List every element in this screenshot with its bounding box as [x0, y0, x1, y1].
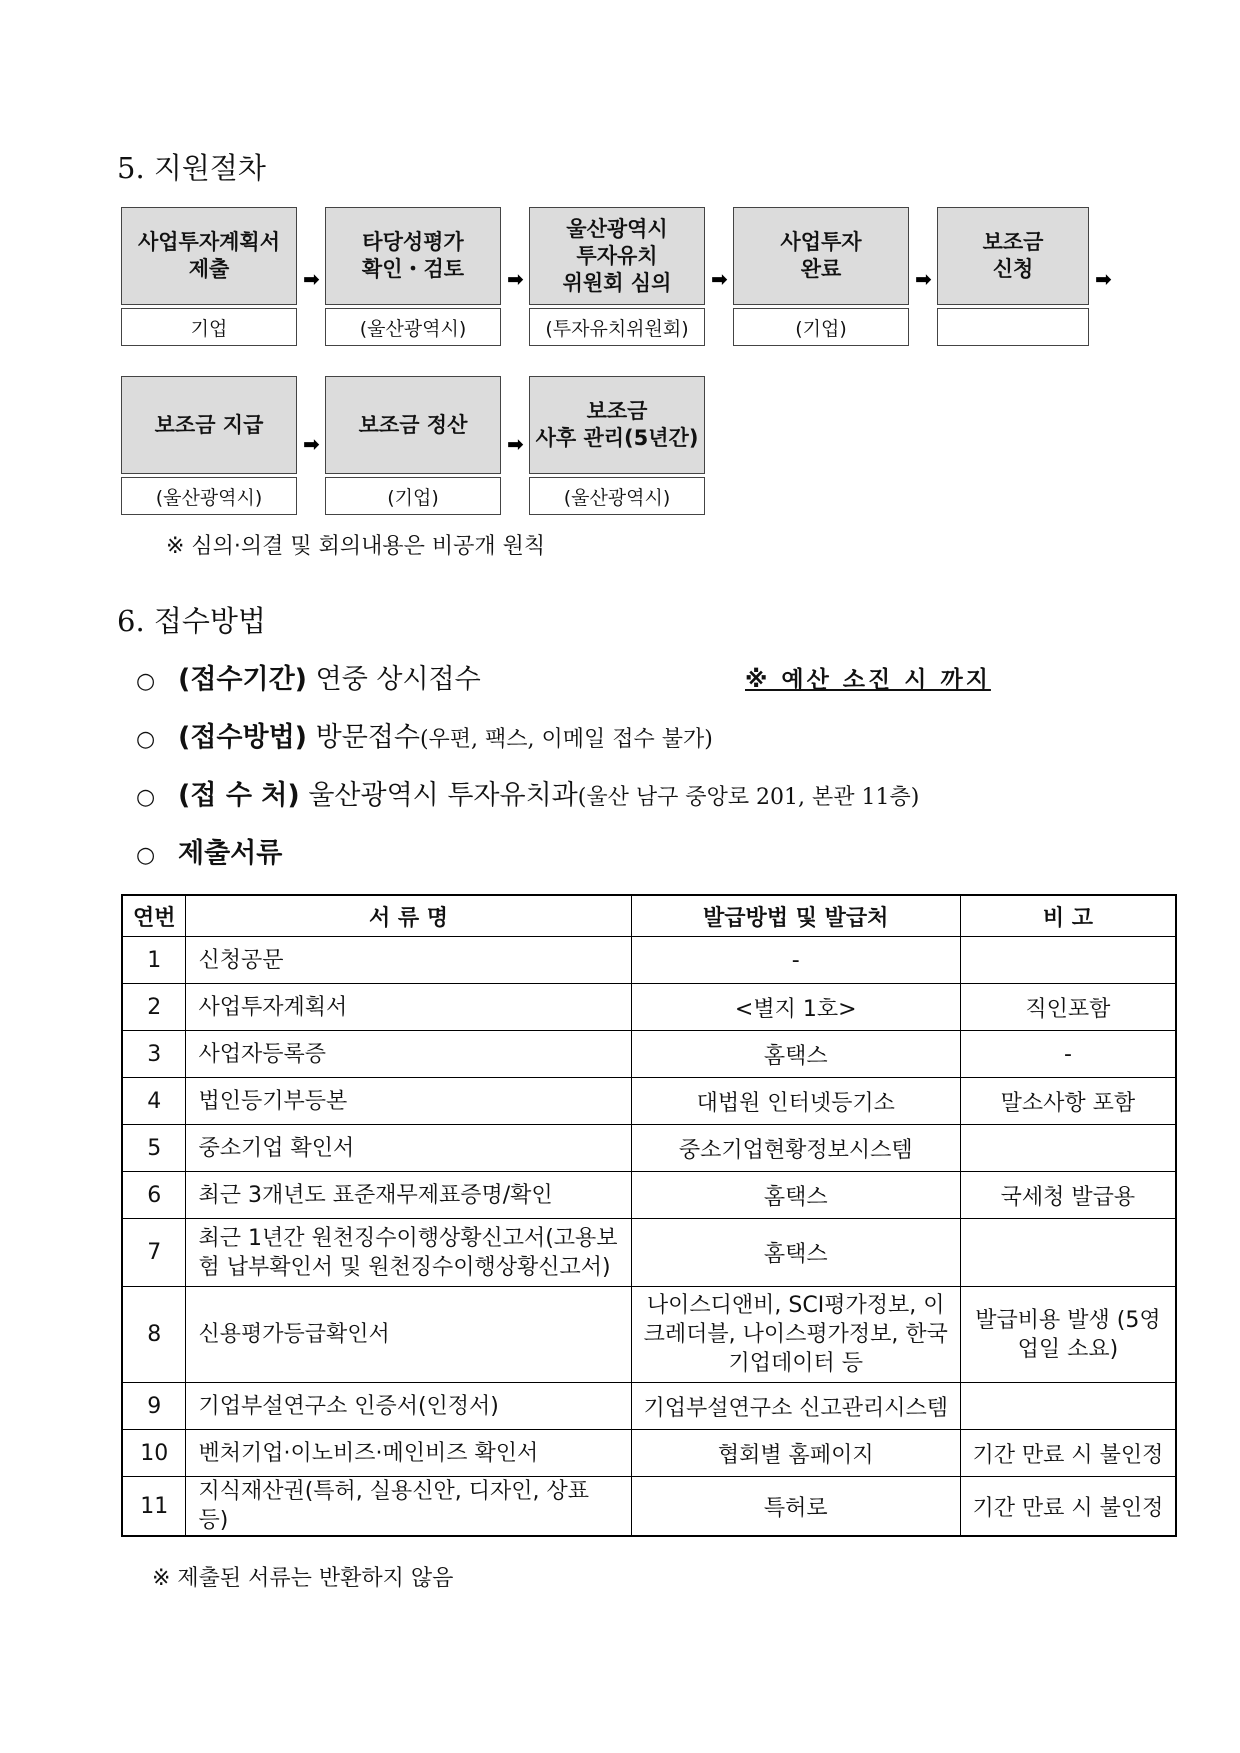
- cell-doc-name: 벤처기업·이노비즈·메인비즈 확인서: [186, 1430, 631, 1477]
- header-no: 연번: [122, 895, 186, 937]
- cell-doc-name: 사업투자계획서: [186, 984, 631, 1031]
- step-submit-plan: [121, 207, 297, 346]
- table-row: [122, 1383, 1176, 1430]
- method-value: 방문접수: [315, 722, 420, 753]
- method-key: (접수방법): [178, 722, 308, 753]
- cell-issuer: -: [631, 937, 960, 984]
- table-row: [122, 1172, 1176, 1219]
- step-investment-complete: [733, 207, 909, 346]
- cell-remark: 기간 만료 시 불인정: [960, 1430, 1176, 1477]
- period-key: (접수기간): [178, 664, 308, 695]
- cell-no: 1: [122, 937, 186, 984]
- step-label: 사업투자 완료: [733, 207, 909, 305]
- step-actor: (투자유치위원회): [529, 308, 705, 346]
- cell-doc-name: 중소기업 확인서: [186, 1125, 631, 1172]
- method-detail: (우편, 팩스, 이메일 접수 불가): [419, 727, 713, 752]
- table-row: [122, 1125, 1176, 1172]
- cell-issuer: 홈택스: [631, 1031, 960, 1078]
- cell-doc-name: 최근 3개년도 표준재무제표증명/확인: [186, 1172, 631, 1219]
- cell-no: 5: [122, 1125, 186, 1172]
- arrow-icon: ➡: [1095, 267, 1112, 291]
- arrow-icon: ➡: [711, 267, 728, 291]
- cell-doc-name: 신용평가등급확인서: [186, 1287, 631, 1383]
- step-actor: 기업: [121, 308, 297, 346]
- cell-no: 7: [122, 1219, 186, 1287]
- cell-issuer: 기업부설연구소 신고관리시스템: [631, 1383, 960, 1430]
- step-label: 보조금 정산: [325, 376, 501, 474]
- cell-no: 6: [122, 1172, 186, 1219]
- footer-note: ※ 제출된 서류는 반환하지 않음: [152, 1566, 454, 1591]
- table-row: [122, 1430, 1176, 1477]
- cell-remark: 직인포함: [960, 984, 1176, 1031]
- step-post-management: [529, 376, 705, 515]
- cell-doc-name: 사업자등록증: [186, 1031, 631, 1078]
- step-subsidy-apply: [937, 207, 1089, 346]
- step-label: 타당성평가 확인・검토: [325, 207, 501, 305]
- step-actor: (울산광역시): [121, 477, 297, 515]
- bullet-icon: ○: [136, 727, 156, 752]
- budget-note: ※ 예산 소진 시 까지: [745, 667, 991, 693]
- cell-no: 9: [122, 1383, 186, 1430]
- place-value: 울산광역시 투자유치과: [308, 780, 578, 811]
- cell-doc-name: 기업부설연구소 인증서(인정서): [186, 1383, 631, 1430]
- table-header-row: [122, 895, 1176, 937]
- cell-remark: 국세청 발급용: [960, 1172, 1176, 1219]
- cell-doc-name: 지식재산권(특허, 실용신안, 디자인, 상표 등): [186, 1477, 631, 1537]
- cell-no: 4: [122, 1078, 186, 1125]
- period-value: 연중 상시접수: [315, 664, 481, 695]
- cell-doc-name: 법인등기부등본: [186, 1078, 631, 1125]
- cell-issuer: 홈택스: [631, 1219, 960, 1287]
- header-issuer: 발급방법 및 발급처: [631, 895, 960, 937]
- docs-title: 제출서류: [178, 838, 283, 869]
- cell-no: 2: [122, 984, 186, 1031]
- header-remark: 비 고: [960, 895, 1176, 937]
- cell-no: 11: [122, 1477, 186, 1537]
- cell-doc-name: 최근 1년간 원천징수이행상황신고서(고용보험 납부확인서 및 원천징수이행상황신고서): [186, 1219, 631, 1287]
- cell-issuer: 특허로: [631, 1477, 960, 1537]
- cell-no: 3: [122, 1031, 186, 1078]
- step-actor: (기업): [733, 308, 909, 346]
- required-documents-table: [121, 894, 1177, 1537]
- table-row: [122, 1219, 1176, 1287]
- step-subsidy-payment: [121, 376, 297, 515]
- cell-remark: 기간 만료 시 불인정: [960, 1477, 1176, 1537]
- section-5-title: 5. 지원절차: [117, 151, 266, 185]
- step-actor: (기업): [325, 477, 501, 515]
- step-label: 보조금 신청: [937, 207, 1089, 305]
- cell-remark: [960, 1219, 1176, 1287]
- place-key: (접 수 처): [178, 780, 300, 811]
- cell-remark: [960, 1125, 1176, 1172]
- cell-no: 10: [122, 1430, 186, 1477]
- cell-remark: 발급비용 발생 (5영업일 소요): [960, 1287, 1176, 1383]
- step-label: 울산광역시 투자유치 위원회 심의: [529, 207, 705, 305]
- table-row: [122, 1287, 1176, 1383]
- step-feasibility-review: [325, 207, 501, 346]
- place-detail: (울산 남구 중앙로 201, 본관 11층): [577, 785, 920, 810]
- step-label: 사업투자계획서 제출: [121, 207, 297, 305]
- step-actor: (울산광역시): [529, 477, 705, 515]
- cell-issuer: 중소기업현황정보시스템: [631, 1125, 960, 1172]
- header-doc-name: 서 류 명: [186, 895, 631, 937]
- reception-place: [136, 773, 919, 812]
- cell-doc-name: 신청공문: [186, 937, 631, 984]
- cell-issuer: 홈택스: [631, 1172, 960, 1219]
- cell-issuer: 협회별 홈페이지: [631, 1430, 960, 1477]
- required-documents-heading: [136, 831, 282, 870]
- arrow-icon: ➡: [303, 432, 320, 456]
- confidentiality-note: ※ 심의·의결 및 회의내용은 비공개 원칙: [166, 534, 546, 559]
- cell-no: 8: [122, 1287, 186, 1383]
- bullet-icon: ○: [136, 843, 156, 868]
- bullet-icon: ○: [136, 669, 156, 694]
- bullet-icon: ○: [136, 785, 156, 810]
- cell-remark: [960, 937, 1176, 984]
- cell-remark: -: [960, 1031, 1176, 1078]
- step-committee-review: [529, 207, 705, 346]
- step-actor: (울산광역시): [325, 308, 501, 346]
- table-row: [122, 984, 1176, 1031]
- arrow-icon: ➡: [915, 267, 932, 291]
- cell-issuer: 나이스디앤비, SCI평가정보, 이크레더블, 나이스평가정보, 한국기업데이터 등: [631, 1287, 960, 1383]
- cell-remark: 말소사항 포함: [960, 1078, 1176, 1125]
- reception-period: [136, 657, 481, 696]
- step-label: 보조금 사후 관리(5년간): [529, 376, 705, 474]
- cell-remark: [960, 1383, 1176, 1430]
- step-subsidy-settlement: [325, 376, 501, 515]
- arrow-icon: ➡: [507, 432, 524, 456]
- cell-issuer: <별지 1호>: [631, 984, 960, 1031]
- cell-issuer: 대법원 인터넷등기소: [631, 1078, 960, 1125]
- arrow-icon: ➡: [507, 267, 524, 291]
- section-6-title: 6. 접수방법: [117, 604, 266, 638]
- arrow-icon: ➡: [303, 267, 320, 291]
- table-row: [122, 1078, 1176, 1125]
- table-row: [122, 937, 1176, 984]
- step-label: 보조금 지급: [121, 376, 297, 474]
- step-actor: [937, 308, 1089, 346]
- table-row: [122, 1031, 1176, 1078]
- table-row: [122, 1477, 1176, 1537]
- reception-method: [136, 715, 713, 754]
